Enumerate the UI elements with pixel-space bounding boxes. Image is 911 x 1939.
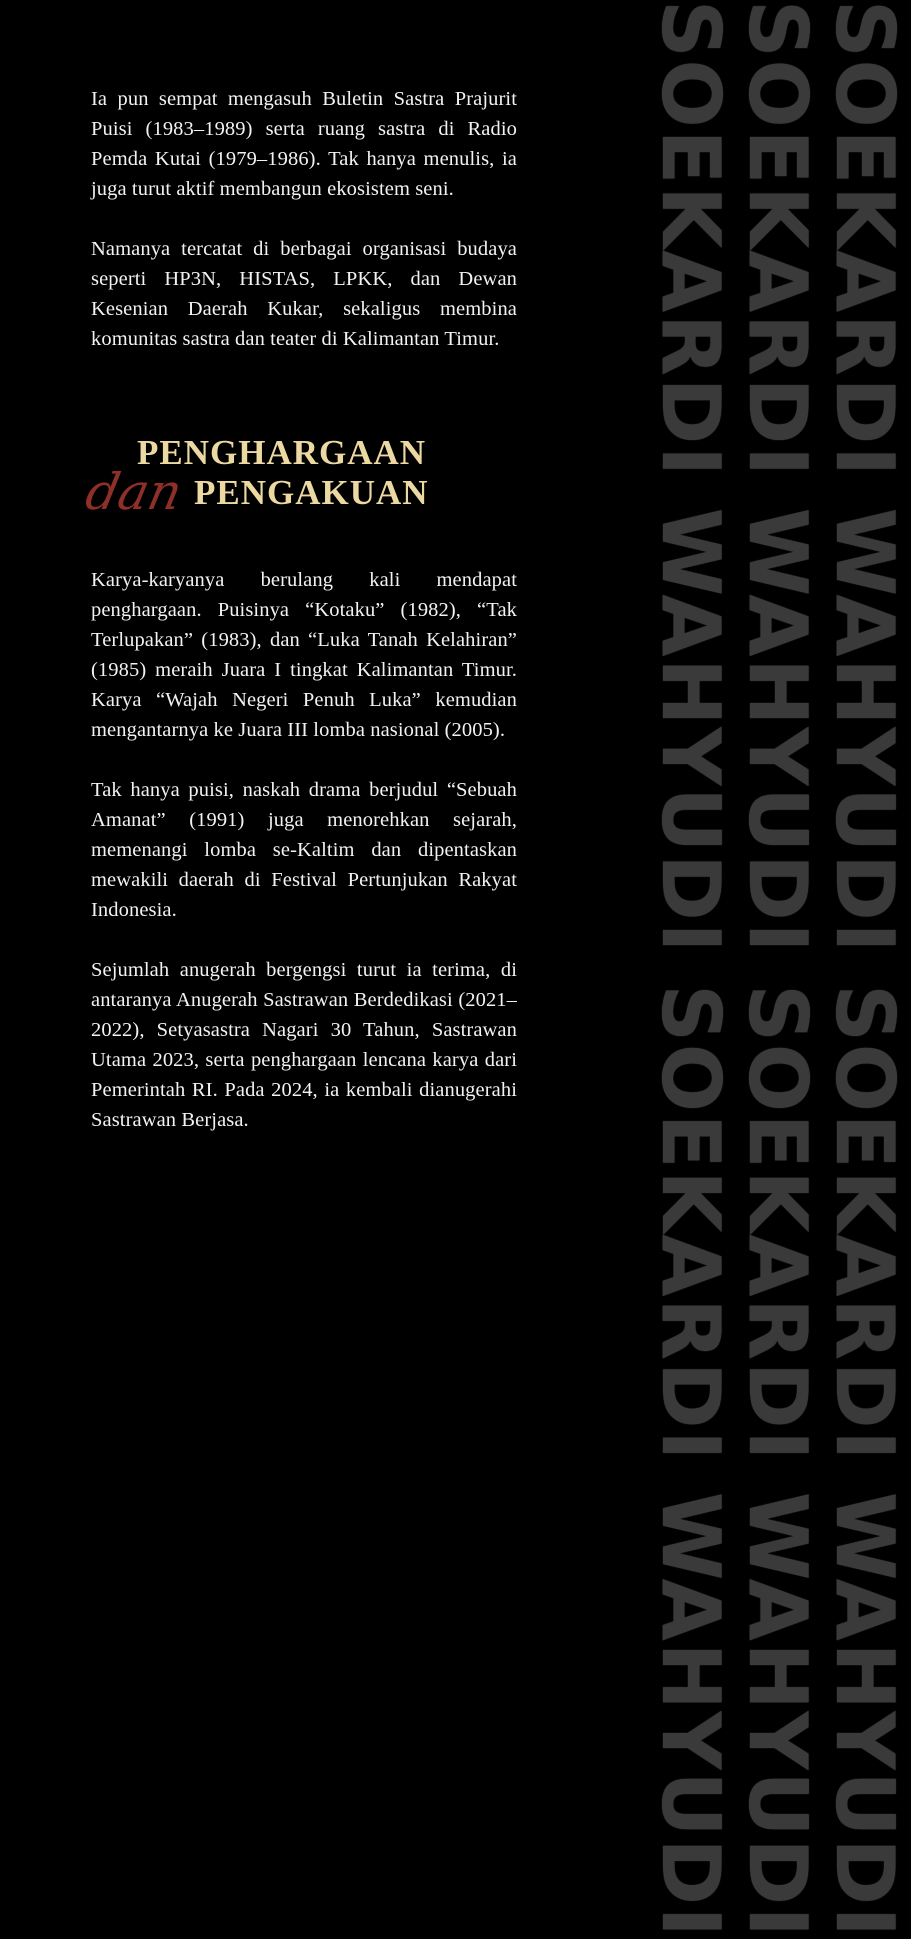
bottom-text-block [91, 565, 517, 1165]
watermark-text-2: SOEKARDI WAHYUDI SOEKARDI WAHYUDI [731, 0, 824, 1939]
paragraph-karya: Karya-karyanya berulang kali mendapat penghargaan. Puisinya “Kotaku” (1982), “Tak Terlupakan” (1983), dan “Luka Tanah Kelahiran” (1985) meraih Juara I tingkat Kalimantan Timur. Karya “Wajah Negeri Penuh Luka” kemudian mengantarnya ke Juara III lomba nasional (2005). [91, 569, 517, 741]
top-text-block [91, 84, 517, 384]
watermark-text-3: SOEKARDI WAHYUDI SOEKARDI WAHYUDI [818, 0, 911, 1939]
watermark-band-3 [818, 0, 911, 1939]
watermark-band-1 [644, 0, 737, 1939]
paragraph-drama: Tak hanya puisi, naskah drama berjudul “Sebuah Amanat” (1991) juga menorehkan sejarah, memenangi lomba se-Kaltim dan dipentaskan mewakili daerah di Festival Pertunjukan Rakyat Indonesia. [91, 779, 517, 921]
heading-line-2: PENGAKUAN [194, 473, 429, 512]
heading-script-word: dan [80, 463, 188, 521]
section-heading [80, 433, 445, 523]
heading-line-1: PENGHARGAAN [137, 433, 427, 472]
paragraph-buletin: Ia pun sempat mengasuh Buletin Sastra Prajurit Puisi (1983–1989) serta ruang sastra di Radio Pemda Kutai (1979–1986). Tak hanya menulis, ia juga turut aktif membangun ekosistem seni. [91, 88, 517, 200]
paragraph-anugerah: Sejumlah anugerah bergengsi turut ia terima, di antaranya Anugerah Sastrawan Berdedikasi (2021–2022), Setyasastra Nagari 30 Tahun, Sastrawan Utama 2023, serta penghargaan lencana karya dari Pemerintah RI. Pada 2024, ia kembali dianugerahi Sastrawan Berjasa. [91, 959, 517, 1131]
paragraph-organisasi: Namanya tercatat di berbagai organisasi budaya seperti HP3N, HISTAS, LPKK, dan Dewan Kesenian Daerah Kukar, sekaligus membina komunitas sastra dan teater di Kalimantan Timur. [91, 238, 517, 350]
watermark-band-2 [731, 0, 824, 1939]
watermark-text-1: SOEKARDI WAHYUDI SOEKARDI WAHYUDI [644, 0, 737, 1939]
